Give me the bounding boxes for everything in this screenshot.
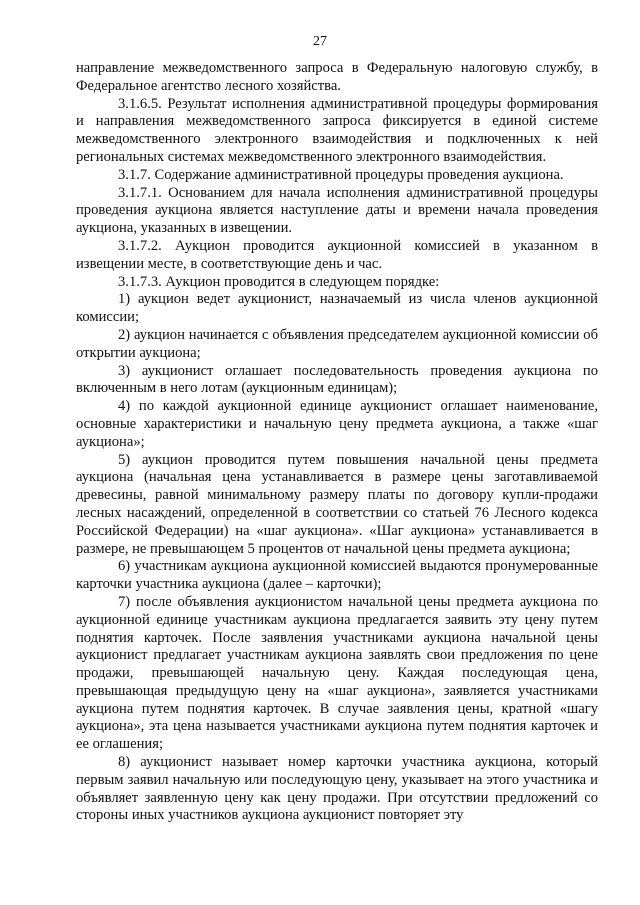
document-body (76, 60, 598, 825)
paragraph: 3.1.7. Содержание административной процедуры проведения аукциона. (118, 166, 564, 183)
list-item: 8) аукционист называет номер карточки участника аукциона, который первым заявил начальную или последующую цену, указывает на этого участника и объявляет заявленную цену как цену продажи. При отсутствии предложений со стороны иных участников аукциона аукционист повторяет эту (76, 754, 598, 824)
page-number: 27 (313, 34, 327, 49)
paragraph: 3.1.7.1. Основанием для начала исполнения административной процедуры проведения аукциона является наступление даты и времени начала проведения аукциона, указанных в извещении. (76, 184, 598, 237)
list-item: 6) участникам аукциона аукционной комиссией выдаются пронумерованные карточки участника аукциона (далее – карточки); (76, 558, 598, 593)
list-item: 1) аукцион ведет аукционист, назначаемый из числа членов аукционной комиссии; (76, 291, 598, 326)
list-item: 2) аукцион начинается с объявления председателем аукционной комиссии об открытии аукциона; (76, 326, 598, 361)
list-item: 5) аукцион проводится путем повышения начальной цены предмета аукциона (начальная цена устанавливается в размере цены заготавливаемой древесины, равной минимальному размеру платы по договору купли-продажи лесных насаждений, определенной в соответствии со статьей 76 Лесного кодекса Российской Федерации) на «шаг аукциона». «Шаг аукциона» устанавливается в размере, не превышающем 5 процентов от начальной цены предмета аукциона; (76, 451, 598, 557)
paragraph: 3.1.6.5. Результат исполнения административной процедуры формирования и направления межведомственного запроса фиксируется в единой системе межведомственного электронного взаимодействия и подключенных к ней региональных системах межведомственного электронного взаимодействия. (76, 95, 598, 165)
list-item: 3) аукционист оглашает последовательность проведения аукциона по включенным в него лотам (аукционным единицам); (76, 362, 598, 397)
paragraph: направление межведомственного запроса в Федеральную налоговую службу, в Федеральное агентство лесного хозяйства. (76, 60, 598, 94)
paragraph: 3.1.7.2. Аукцион проводится аукционной комиссией в указанном в извещении месте, в соответствующие день и час. (76, 237, 598, 272)
paragraph: 3.1.7.3. Аукцион проводится в следующем порядке: (118, 273, 440, 290)
list-item: 4) по каждой аукционной единице аукционист оглашает наименование, основные характеристики и начальную цену предмета аукциона, а также «шаг аукциона»; (76, 398, 598, 450)
list-item: 7) после объявления аукционистом начальной цены предмета аукциона по аукционной единице участникам аукциона предлагается заявить эту цену путем поднятия карточек. После заявления участниками аукциона начальной цены аукционист предлагает участникам аукциона заявлять свои предложения по цене продажи, превышающей начальную цену. Каждая последующая цена, превышающая предыдущую цену на «шаг аукциона», заявляется участниками аукциона путем поднятия карточек. В случае заявления цены, кратной «шагу аукциона», эта цена называется участниками аукциона путем поднятия карточек и ее оглашения; (76, 593, 598, 753)
